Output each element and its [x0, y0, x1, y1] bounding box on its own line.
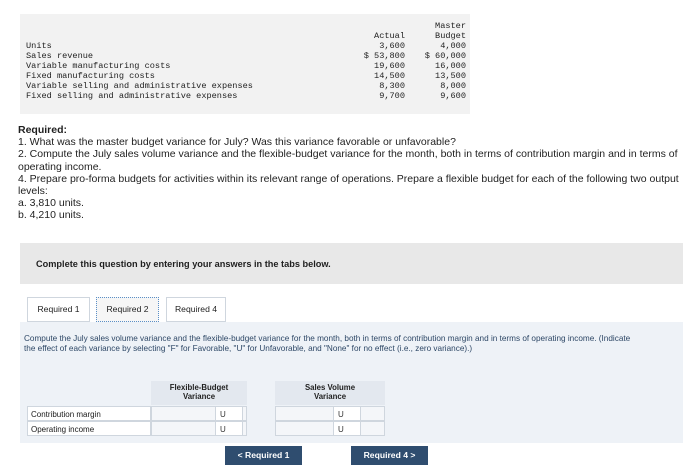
master-budget-column [412, 21, 466, 101]
required-qa: a. 3,810 units. [18, 197, 84, 210]
row-label-fixed-manufacturing: Fixed manufacturing costs [26, 71, 155, 81]
row-label-operating-income: Operating income [27, 421, 151, 436]
sales-volume-variance-header [275, 381, 385, 405]
actual-header: Actual [374, 31, 405, 41]
required-q1: 1. What was the master budget variance for July? Was this variance favorable or unfavorable? [18, 136, 456, 149]
tab-required-1[interactable]: Required 1 [27, 297, 90, 322]
actual-column [350, 31, 405, 101]
master-header-line2: Budget [435, 31, 466, 41]
master-value: 16,000 [435, 61, 466, 71]
sales-header-line1: Sales Volume [304, 383, 356, 392]
master-value: $ 60,000 [424, 51, 466, 61]
master-value: 9,600 [440, 91, 466, 101]
flexible-effect-select-operating-income[interactable]: U [215, 421, 243, 436]
tab-required-4[interactable]: Required 4 [166, 297, 226, 322]
master-value: 13,500 [435, 71, 466, 81]
required-heading: Required: [18, 124, 68, 136]
actual-value: 19,600 [374, 61, 405, 71]
sales-amount-contribution-margin[interactable] [275, 406, 385, 421]
master-value: 4,000 [440, 41, 466, 51]
actual-value: 14,500 [374, 71, 405, 81]
row-label-sales-revenue: Sales revenue [26, 51, 94, 61]
flexible-effect-select-contribution-margin[interactable]: U [215, 406, 243, 421]
required-instructions [18, 124, 698, 222]
actual-value: 9,700 [379, 91, 405, 101]
row-label-contribution-margin: Contribution margin [27, 406, 151, 421]
sales-header-line2: Variance [313, 392, 347, 401]
required-q4: 4. Prepare pro-forma budgets for activities within its relevant range of operations. Prepare a flexible budget for each of the following two output levels: [18, 172, 679, 198]
row-label-variable-selling: Variable selling and administrative expenses [26, 81, 253, 91]
tab-required-2[interactable]: Required 2 [96, 297, 159, 322]
sales-amount-operating-income[interactable] [275, 421, 385, 436]
question-instructions: Compute the July sales volume variance and the flexible-budget variance for the month, both in terms of contribution margin and in terms of operating income. (Indicate the effect of each variance by selecting "F" for Favorable, "U" for Unfavorable, and "None" for no effect (i.e., zero variance).) [24, 334, 631, 353]
complete-question-banner [20, 243, 683, 284]
actual-value: 3,600 [379, 41, 405, 51]
row-label-variable-manufacturing: Variable manufacturing costs [26, 61, 171, 71]
row-label-units: Units [26, 41, 52, 51]
required-q2: 2. Compute the July sales volume variance and the flexible-budget variance for the month, both in terms of contribution margin and in terms of operating income. [18, 148, 678, 173]
budget-data-table [20, 14, 470, 114]
flexible-header-line2: Variance [182, 392, 216, 401]
flexible-header-line1: Flexible-Budget [169, 383, 229, 392]
sales-effect-select-operating-income[interactable]: U [333, 421, 361, 436]
row-label-fixed-selling: Fixed selling and administrative expenses [26, 91, 238, 101]
next-required-4-button[interactable]: Required 4 > [351, 446, 428, 465]
actual-value: 8,300 [379, 81, 405, 91]
complete-question-text: Complete this question by entering your answers in the tabs below. [36, 259, 331, 269]
row-labels [26, 41, 253, 101]
sales-effect-select-contribution-margin[interactable]: U [333, 406, 361, 421]
prev-required-1-button[interactable]: < Required 1 [225, 446, 302, 465]
required-qb: b. 4,210 units. [18, 209, 84, 222]
master-value: 8,000 [440, 81, 466, 91]
actual-value: $ 53,800 [363, 51, 405, 61]
flexible-budget-variance-header [151, 381, 247, 405]
master-header-line1: Master [435, 21, 466, 31]
